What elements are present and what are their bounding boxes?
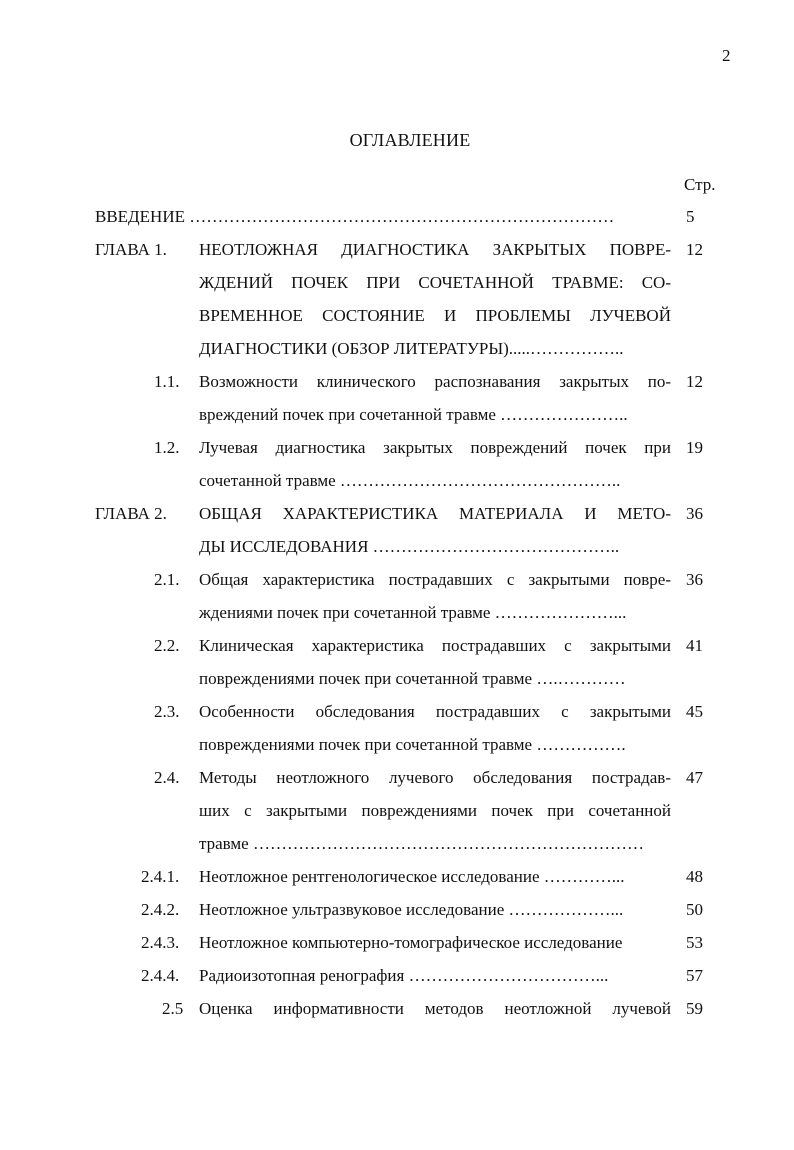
toc-entry-2-5[interactable] <box>0 992 794 1025</box>
toc-entry-page: 57 <box>686 966 703 985</box>
toc-entry-text: Неотложное компьютерно-томографическое исследование <box>199 933 623 952</box>
toc-entry-text: Оценка информативности методов неотложной лучевой <box>199 999 671 1018</box>
toc-entry-number: 2.4.3. <box>141 933 180 952</box>
toc-entry-text: ждениями почек при сочетанной травме …………………... <box>199 603 627 622</box>
toc-entry-text: НЕОТЛОЖНАЯ ДИАГНОСТИКА ЗАКРЫТЫХ ПОВРЕ- <box>199 240 671 259</box>
toc-entry-number: 2.4. <box>154 768 180 787</box>
toc-entry-1-2[interactable] <box>0 431 794 497</box>
toc-entry-text: Возможности клинического распознавания закрытых по- <box>199 372 671 391</box>
toc-entry-2-3[interactable] <box>0 695 794 761</box>
toc-entry-text: ДИАГНОСТИКИ (ОБЗОР ЛИТЕРАТУРЫ).....…………….. <box>199 339 624 358</box>
toc-entry-number: 1.1. <box>154 372 180 391</box>
toc-entry-text: Радиоизотопная ренография ……………………………... <box>199 966 609 985</box>
toc-entry-number: 2.4.4. <box>141 966 180 985</box>
page-number: 2 <box>722 46 731 65</box>
toc-entry-page: 48 <box>686 867 703 886</box>
toc-entry-text: ЖДЕНИЙ ПОЧЕК ПРИ СОЧЕТАННОЙ ТРАВМЕ: СО- <box>199 273 671 292</box>
toc-entry-text: Общая характеристика пострадавших с закрытыми повре- <box>199 570 671 589</box>
toc-entry-page: 47 <box>686 768 703 787</box>
toc-entry-2-4-2[interactable] <box>0 893 794 926</box>
toc-entry-text: Методы неотложного лучевого обследования пострадав- <box>199 768 671 787</box>
toc-entry-chapter-1[interactable] <box>0 233 794 365</box>
toc-entry-text: ших с закрытыми повреждениями почек при сочетанной <box>199 801 671 820</box>
toc-entry-number: 2.5 <box>162 999 184 1018</box>
toc-entry-text: ВВЕДЕНИЕ ………………………………………………………………… <box>95 207 615 226</box>
page-column-label: Стр. <box>684 175 716 194</box>
toc-entry-text: повреждениями почек при сочетанной травме ……………. <box>199 735 626 754</box>
toc-entry-number: 2.4.2. <box>141 900 180 919</box>
toc-entry-number: 2.4.1. <box>141 867 180 886</box>
toc-entry-2-4-1[interactable] <box>0 860 794 893</box>
toc-entry-number: 1.2. <box>154 438 180 457</box>
toc-entry-chapter-2[interactable] <box>0 497 794 563</box>
toc-entry-number: ГЛАВА 2. <box>95 504 167 523</box>
toc-entry-number: 2.2. <box>154 636 180 655</box>
page-title: ОГЛАВЛЕНИЕ <box>349 130 471 150</box>
toc-entry-text: Клиническая характеристика пострадавших с закрытыми <box>199 636 671 655</box>
toc-entry-page: 45 <box>686 702 703 721</box>
toc-entry-2-1[interactable] <box>0 563 794 629</box>
toc-entry-2-2[interactable] <box>0 629 794 695</box>
toc-entry-page: 5 <box>686 207 695 226</box>
toc-entry-text: Лучевая диагностика закрытых повреждений почек при <box>199 438 671 457</box>
toc-entry-number: 2.1. <box>154 570 180 589</box>
toc-entry-text: ДЫ ИССЛЕДОВАНИЯ …………………………………….. <box>199 537 620 556</box>
toc-entry-page: 36 <box>686 570 703 589</box>
toc-entry-text: ВРЕМЕННОЕ СОСТОЯНИЕ И ПРОБЛЕМЫ ЛУЧЕВОЙ <box>199 306 671 325</box>
toc-entry-introduction[interactable] <box>0 200 794 233</box>
toc-entry-page: 12 <box>686 372 703 391</box>
toc-entry-page: 36 <box>686 504 703 523</box>
toc-entry-page: 12 <box>686 240 703 259</box>
toc-entry-page: 41 <box>686 636 703 655</box>
toc-entry-page: 50 <box>686 900 703 919</box>
toc-entry-number: 2.3. <box>154 702 180 721</box>
toc-entry-text: Особенности обследования пострадавших с закрытыми <box>199 702 671 721</box>
toc-entry-2-4-4[interactable] <box>0 959 794 992</box>
toc-entry-text: травме …………………………………………………………… <box>199 834 644 853</box>
toc-entry-page: 53 <box>686 933 703 952</box>
toc-entry-text: вреждений почек при сочетанной травме ………………….. <box>199 405 628 424</box>
toc-entry-text: Неотложное рентгенологическое исследование …………... <box>199 867 625 886</box>
toc-entry-2-4-3[interactable] <box>0 926 794 959</box>
toc-entry-text: ОБЩАЯ ХАРАКТЕРИСТИКА МАТЕРИАЛА И МЕТО- <box>199 504 671 523</box>
toc-entry-text: Неотложное ультразвуковое исследование ………………... <box>199 900 624 919</box>
toc-entry-1-1[interactable] <box>0 365 794 431</box>
toc-entry-2-4[interactable] <box>0 761 794 860</box>
table-of-contents <box>0 200 794 1025</box>
toc-entry-text: сочетанной травме ………………………………………….. <box>199 471 621 490</box>
toc-entry-page: 59 <box>686 999 703 1018</box>
toc-entry-number: ГЛАВА 1. <box>95 240 167 259</box>
toc-entry-page: 19 <box>686 438 703 457</box>
toc-entry-text: повреждениями почек при сочетанной травме ….………… <box>199 669 626 688</box>
